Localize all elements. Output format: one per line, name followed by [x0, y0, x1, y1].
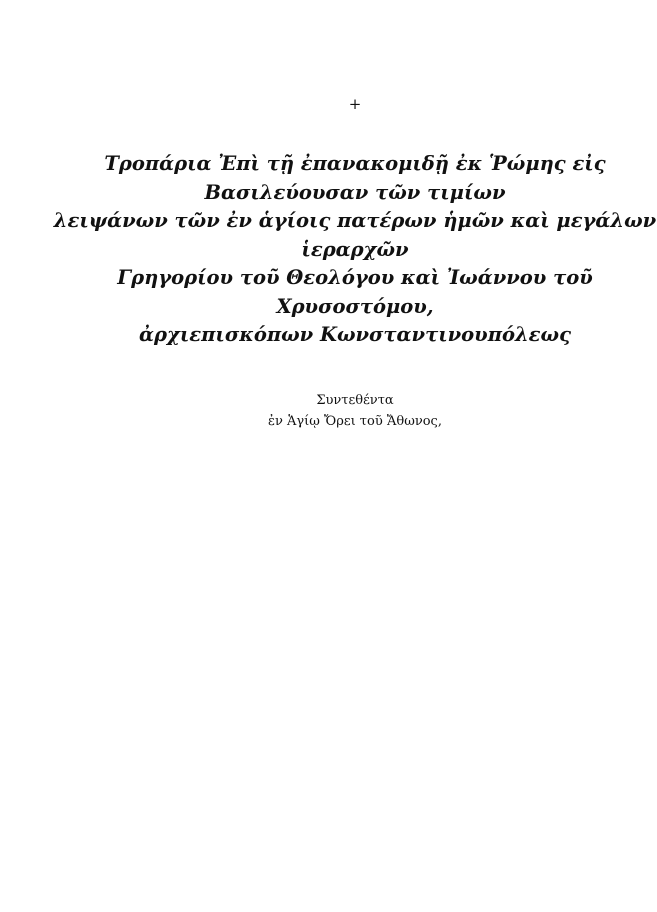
title-line: Χρυσοστόμου, [276, 294, 434, 318]
title-line: ἱεραρχῶν [301, 237, 409, 261]
title-line: Βασιλεύουσαν τῶν τιμίων [204, 180, 506, 204]
title-line: Γρηγορίου τοῦ Θεολόγου καὶ Ἰωάννου τοῦ [117, 266, 593, 289]
title-line: ἀρχιεπισκόπων Κωνσταντινουπόλεως [139, 323, 571, 346]
document-subtitle [0, 390, 657, 432]
subtitle-line: Συντεθέντα [316, 393, 394, 408]
document-title [0, 150, 657, 350]
title-line: Τροπάρια Ἐπὶ τῇ ἐπανακομιδῇ ἐκ Ῥώμης εἰς [104, 152, 606, 175]
title-line: λειψάνων τῶν ἐν ἁγίοις πατέρων ἡμῶν καὶ μεγάλων [53, 209, 657, 232]
cross-symbol: + [348, 95, 362, 113]
subtitle-line: ἐν Ἁγίῳ Ὄρει τοῦ Ἄθωνος, [268, 414, 442, 429]
